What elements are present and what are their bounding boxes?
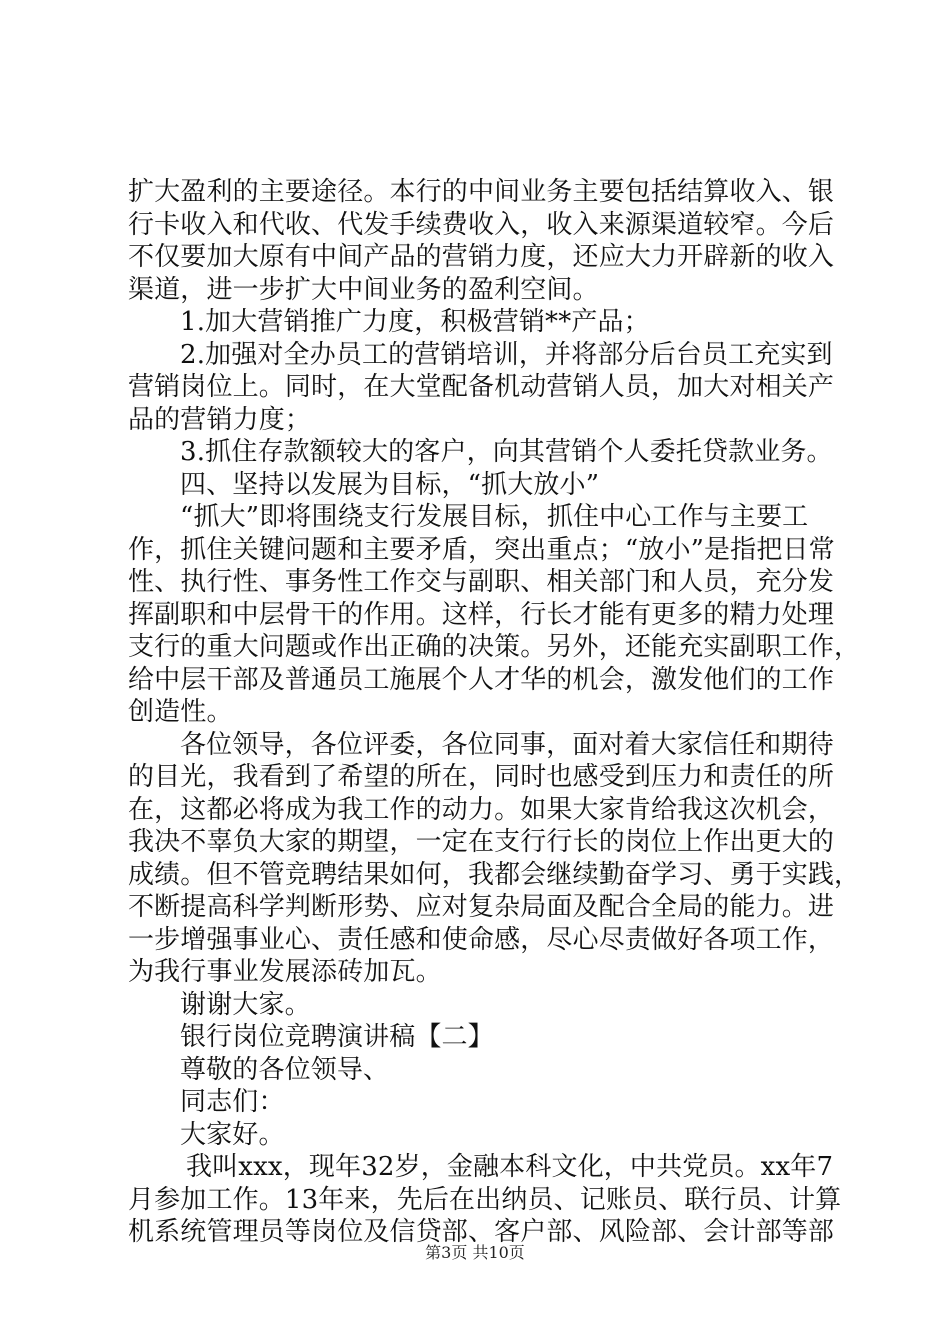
document-body [128,176,861,1249]
greeting: 大家好。 [180,1119,285,1150]
text-line: 不仅要加大原有中间产品的营销力度，还应大力开辟新的收入 [128,242,835,272]
salutation: 尊敬的各位领导、 [180,1054,390,1085]
paragraph-start: 各位领导，各位评委，各位同事，面对着大家信任和期待 [180,729,834,760]
text-line: 为我行事业发展添砖加瓦。 [128,957,442,987]
section-heading: 四、坚持以发展为目标，“抓大放小” [180,469,600,500]
page-number-footer: 第3页 共10页 [425,1243,525,1262]
closing-line: 谢谢大家。 [180,989,311,1020]
paragraph-start: “抓大”即将围绕支行发展目标，抓住中心工作与主要工 [180,502,809,532]
text-line: 月参加工作。13年来，先后在出纳员、记账员、联行员、计算 [128,1184,842,1215]
text-line: 不断提高科学判断形势、应对复杂局面及配合全局的能力。进 [128,892,835,922]
text-line: 性、执行性、事务性工作交与副职、相关部门和人员，充分发 [128,567,835,597]
text-line: 在，这都必将成为我工作的动力。如果大家肯给我这次机会， [128,794,835,825]
text-line: 机系统管理员等岗位及信贷部、客户部、风险部、会计部等部 [128,1217,835,1247]
text-line: 支行的重大问题或作出正确的决策。另外，还能充实副职工作， [128,632,861,662]
text-line: 给中层干部及普通员工施展个人才华的机会，激发他们的工作 [128,664,835,695]
section-title: 银行岗位竞聘演讲稿【二】 [180,1022,494,1052]
text-line: 创造性。 [128,697,233,727]
text-line: 的目光，我看到了希望的所在，同时也感受到压力和责任的所 [128,762,835,792]
text-line: 品的营销力度； [128,404,312,435]
text-line: 挥副职和中层骨干的作用。这样，行长才能有更多的精力处理 [128,599,835,630]
text-line: 成绩。但不管竞聘结果如何，我都会继续勤奋学习、勇于实践， [128,859,861,890]
list-item: 3.抓住存款额较大的客户，向其营销个人委托贷款业务。 [180,437,833,467]
text-line: 扩大盈利的主要途径。本行的中间业务主要包括结算收入、银 [128,177,835,207]
list-item: 1.加大营销推广力度，积极营销**产品； [180,307,650,337]
text-line: 行卡收入和代收、代发手续费收入，收入来源渠道较窄。今后 [128,209,835,240]
text-line: 一步增强事业心、责任感和使命感，尽心尽责做好各项工作， [128,924,835,955]
text-line: 我决不辜负大家的期望，一定在支行行长的岗位上作出更大的 [128,827,835,857]
text-line: 营销岗位上。同时，在大堂配备机动营销人员，加大对相关产 [128,372,835,402]
paragraph-start: 我叫xxx，现年32岁，金融本科文化，中共党员。xx年7 [186,1152,834,1182]
salutation: 同志们： [180,1087,285,1117]
text-line: 作，抓住关键问题和主要矛盾，突出重点；“放小”是指把日常 [128,534,835,565]
text-line: 渠道，进一步扩大中间业务的盈利空间。 [128,274,599,305]
list-item: 2.加强对全办员工的营销培训，并将部分后台员工充实到 [180,339,833,370]
